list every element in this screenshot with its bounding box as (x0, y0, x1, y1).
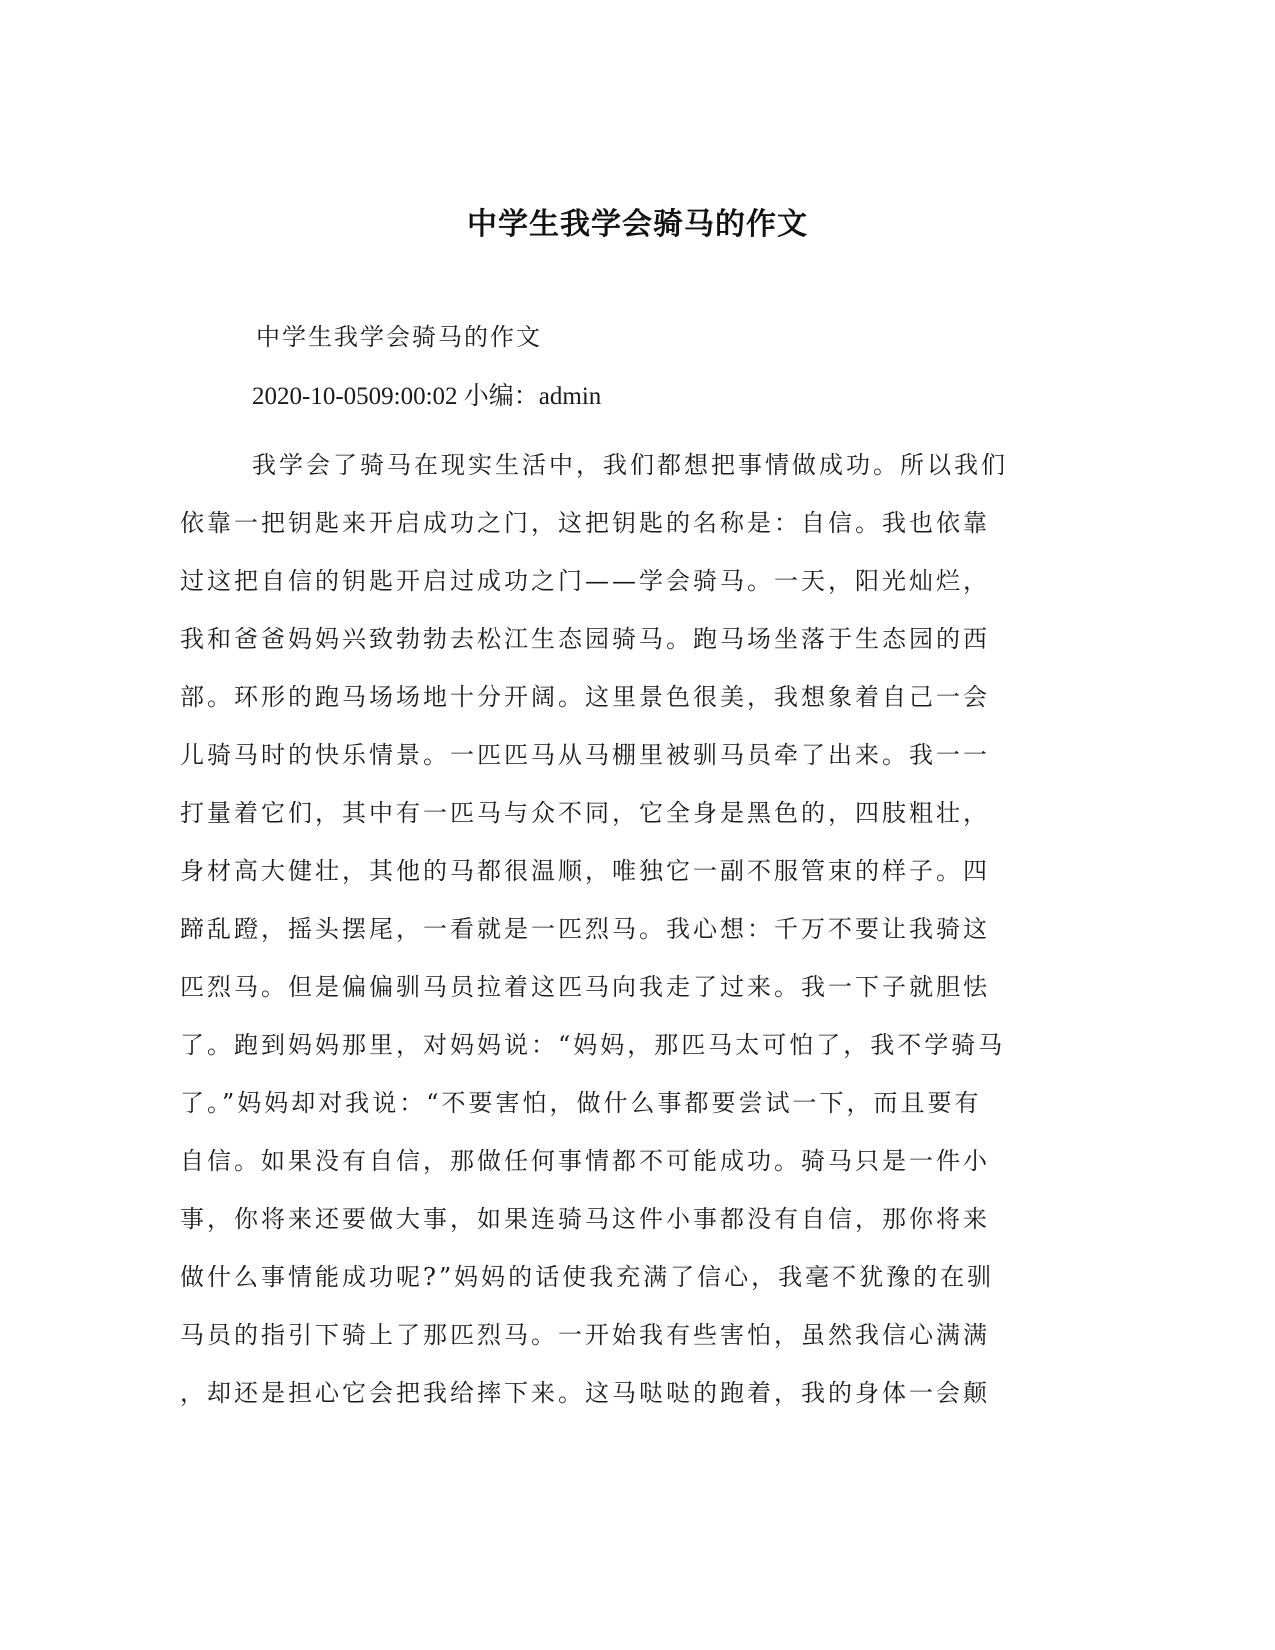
body-line: 我和爸爸妈妈兴致勃勃去松江生态园骑马。跑马场坐落于生态园的西 (180, 625, 990, 653)
body-line: 马员的指引下骑上了那匹烈马。一开始我有些害怕，虽然我信心满满 (180, 1321, 990, 1349)
article-subtitle: 中学生我学会骑马的作文 (256, 323, 542, 351)
body-line: 依靠一把钥匙来开启成功之门，这把钥匙的名称是：自信。我也依靠 (180, 509, 990, 537)
body-line: 事，你将来还要做大事，如果连骑马这件小事都没有自信，那你将来 (180, 1205, 990, 1233)
body-line: 做什么事情能成功呢?”妈妈的话使我充满了信心，我毫不犹豫的在驯 (180, 1263, 995, 1291)
body-line: 儿骑马时的快乐情景。一匹匹马从马棚里被驯马员牵了出来。我一一 (180, 741, 990, 769)
body-line: 了。跑到妈妈那里，对妈妈说：“妈妈，那匹马太可怕了，我不学骑马 (180, 1031, 1006, 1059)
body-line: 蹄乱蹬，摇头摆尾，一看就是一匹烈马。我心想：千万不要让我骑这 (180, 915, 990, 943)
article-meta: 2020-10-0509:00:02 小编：admin (252, 383, 602, 410)
body-line: 打量着它们，其中有一匹马与众不同，它全身是黑色的，四肢粗壮， (180, 799, 990, 827)
body-line: 自信。如果没有自信，那做任何事情都不可能成功。骑马只是一件小 (180, 1147, 990, 1175)
body-line: 部。环形的跑马场场地十分开阔。这里景色很美，我想象着自己一会 (180, 683, 990, 711)
body-line: 匹烈马。但是偏偏驯马员拉着这匹马向我走了过来。我一下子就胆怯 (180, 973, 990, 1001)
article-body (180, 436, 1028, 1422)
body-line: ，却还是担心它会把我给摔下来。这马哒哒的跑着，我的身体一会颠 (180, 1379, 990, 1407)
body-line: 我学会了骑马在现实生活中，我们都想把事情做成功。所以我们 (252, 451, 1008, 479)
body-line: 了。”妈妈却对我说：“不要害怕，做什么事都要尝试一下，而且要有 (180, 1089, 982, 1117)
body-line: 身材高大健壮，其他的马都很温顺，唯独它一副不服管束的样子。四 (180, 857, 990, 885)
body-line: 过这把自信的钥匙开启过成功之门——学会骑马。一天，阳光灿烂， (180, 567, 990, 595)
document-title: 中学生我学会骑马的作文 (467, 207, 808, 242)
